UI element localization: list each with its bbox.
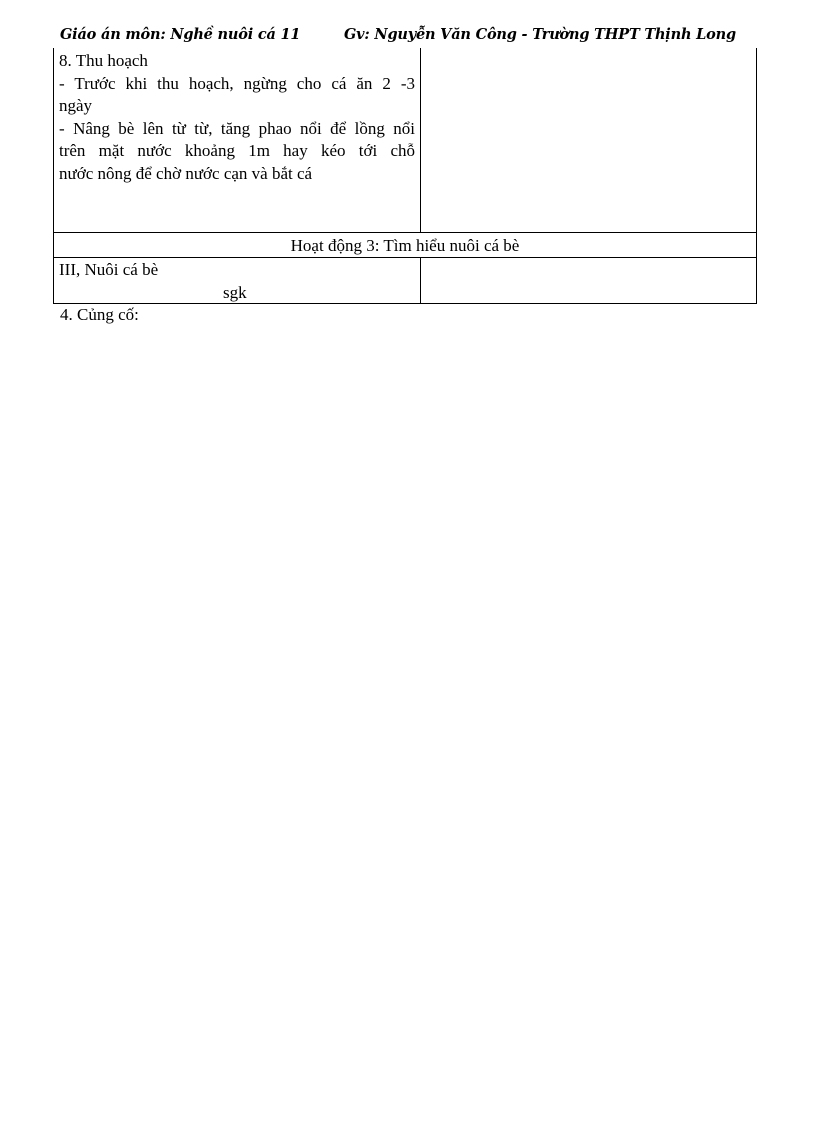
harvest-step-2-cont: trên mặt nước khoảng 1m hay kéo tới chỗ	[59, 141, 415, 160]
harvest-step-2: - Nâng bè lên từ từ, tăng phao nổi để lồng nổi	[59, 118, 415, 138]
lesson-table	[53, 48, 757, 304]
header-teacher: Gv: Nguyễn Văn Công - Trường THPT Thịnh Long	[344, 26, 736, 43]
harvest-cell	[59, 50, 415, 185]
table-divider-bottom	[420, 257, 421, 304]
table-border-left	[53, 48, 54, 304]
harvest-step-2-end: nước nông để chờ nước cạn và bắt cá	[59, 163, 313, 183]
consolidation-heading: 4. Củng cố:	[60, 305, 139, 324]
section-3-title: III, Nuôi cá bè	[59, 260, 159, 279]
harvest-step-1-cont: ngày	[59, 96, 93, 115]
table-row-border	[53, 257, 757, 258]
harvest-title: 8. Thu hoạch	[59, 51, 148, 70]
table-border-right	[756, 48, 757, 304]
table-border-bottom	[53, 303, 757, 304]
harvest-step-1: - Trước khi thu hoạch, ngừng cho cá ăn 2 -3	[59, 73, 415, 93]
section-3-reference: sgk	[223, 283, 247, 302]
page-header	[60, 26, 750, 48]
table-row-border	[53, 232, 757, 233]
activity-3-heading: Hoạt động 3: Tìm hiểu nuôi cá bè	[290, 236, 520, 255]
header-subject: Giáo án môn: Nghề nuôi cá 11	[60, 26, 301, 43]
table-divider-top	[420, 48, 421, 233]
